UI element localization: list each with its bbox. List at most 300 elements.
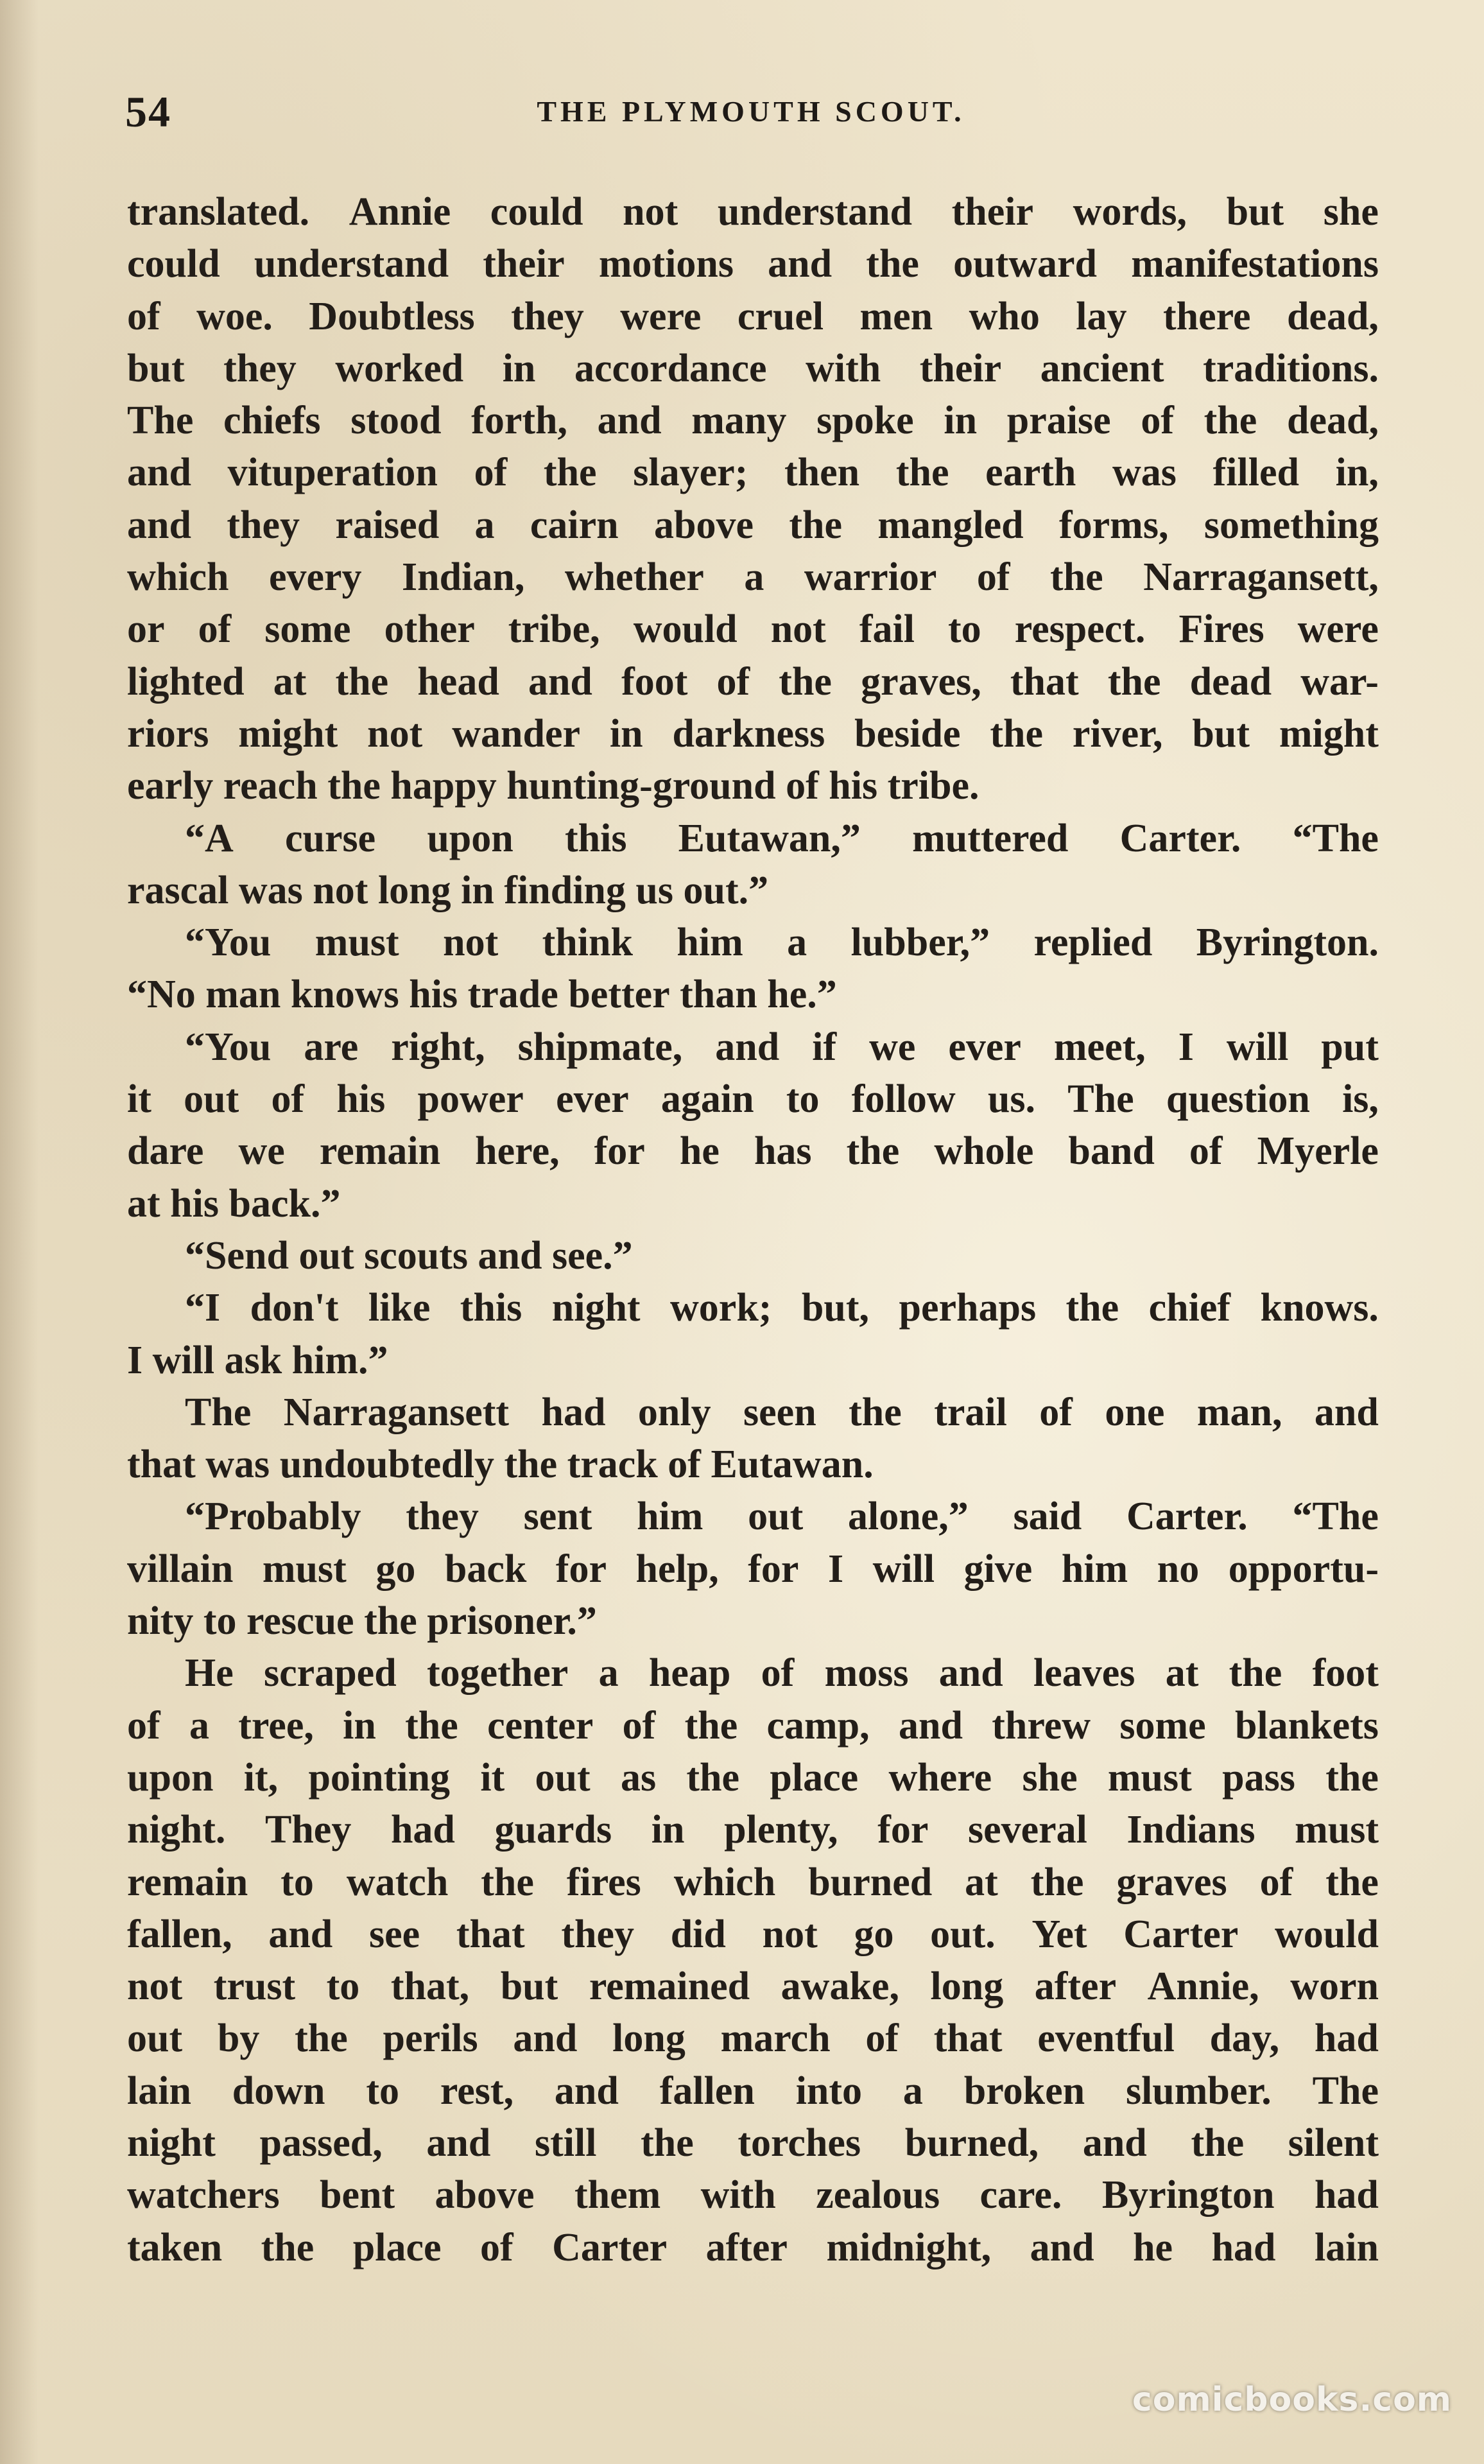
word: of <box>1259 1860 1293 1904</box>
word: torches <box>738 2121 861 2165</box>
word: back <box>444 1547 527 1591</box>
word: the <box>684 1703 738 1748</box>
word: of <box>976 555 1010 600</box>
text-line <box>127 1909 1379 1961</box>
word: center <box>487 1703 594 1748</box>
word: after <box>1034 1965 1117 2009</box>
word: the <box>405 1703 458 1748</box>
word: lain <box>1315 2225 1379 2269</box>
word: and <box>127 451 191 495</box>
word: Myerle <box>1257 1129 1379 1174</box>
word: scouts <box>364 1233 469 1278</box>
word: burned, <box>904 2121 1039 2165</box>
word: the <box>641 2121 694 2165</box>
word: had <box>1314 2017 1379 2061</box>
word: he <box>679 1129 720 1174</box>
word: heap <box>648 1651 731 1696</box>
word: a <box>787 921 807 965</box>
word: “You <box>185 1025 272 1069</box>
word: camp, <box>766 1703 870 1748</box>
word: stood <box>350 399 442 443</box>
word: of <box>127 1703 160 1748</box>
word: other <box>384 607 475 652</box>
word: he <box>1133 2225 1173 2269</box>
word: their <box>919 346 1002 390</box>
word: undoubtedly <box>279 1443 494 1487</box>
word: were <box>1297 607 1379 652</box>
word: in <box>461 868 494 912</box>
word: trail <box>934 1390 1007 1434</box>
word: the <box>895 451 949 495</box>
word: watch <box>346 1860 449 1904</box>
word: watchers <box>127 2173 280 2217</box>
word: might <box>1279 711 1379 756</box>
word: care. <box>979 2173 1062 2217</box>
word: go <box>854 1912 894 1956</box>
word: fires <box>566 1860 641 1904</box>
word: question <box>1166 1077 1310 1122</box>
word: not <box>443 921 499 965</box>
word: and <box>898 1703 963 1748</box>
word: that <box>1010 659 1079 704</box>
word: darkness <box>672 711 825 756</box>
word: Byrington. <box>1196 921 1379 965</box>
word: and <box>715 1025 780 1069</box>
text-line <box>127 1439 1379 1491</box>
word: lighted <box>127 659 245 704</box>
word: would <box>1274 1912 1379 1956</box>
word: who <box>969 294 1040 338</box>
word: chiefs <box>223 399 321 443</box>
word: river, <box>1072 711 1163 756</box>
word: must <box>1295 1808 1379 1852</box>
word: still <box>534 2121 597 2165</box>
word: together <box>426 1651 569 1696</box>
word: the <box>481 1860 534 1904</box>
word: might <box>238 711 338 756</box>
word: bent <box>320 2173 395 2217</box>
word: him <box>677 921 743 965</box>
word: they <box>561 1912 634 1956</box>
word: not <box>770 607 826 652</box>
word: put <box>1321 1025 1379 1069</box>
word: understand <box>717 190 913 234</box>
word: filled <box>1212 451 1299 495</box>
word: vituperation <box>227 451 438 495</box>
word: slayer; <box>633 451 748 495</box>
word: which <box>673 1860 776 1904</box>
word: his <box>409 973 458 1017</box>
word: silent <box>1288 2121 1379 2165</box>
word: his <box>336 1077 386 1122</box>
word: and <box>1030 2225 1094 2269</box>
word: riors <box>127 711 209 756</box>
word: cruel <box>737 294 824 338</box>
word: for <box>748 1547 799 1591</box>
word: they <box>406 1495 479 1539</box>
text-line <box>127 1804 1379 1856</box>
word: Indians <box>1126 1808 1255 1852</box>
word: They <box>264 1808 352 1852</box>
word: the <box>364 1599 417 1644</box>
word: the <box>686 1755 740 1800</box>
word: accordance <box>574 346 767 390</box>
text-line <box>127 238 1379 290</box>
text-line <box>127 343 1379 395</box>
word: the <box>1030 1860 1084 1904</box>
word: had <box>1314 2173 1379 2217</box>
word: nity <box>127 1599 194 1644</box>
word: track <box>567 1443 658 1487</box>
word: it <box>480 1755 505 1800</box>
word: whether <box>564 555 704 600</box>
word: of <box>786 764 819 808</box>
word: warrior <box>804 555 937 600</box>
word: rescue <box>246 1599 354 1644</box>
word: tribe. <box>887 764 979 808</box>
word: was <box>238 868 303 912</box>
word: out <box>748 1495 804 1539</box>
word: are <box>304 1025 359 1069</box>
word: Annie <box>349 190 451 234</box>
word: and <box>528 659 592 704</box>
word: here, <box>475 1129 560 1174</box>
text-line <box>127 2169 1379 2221</box>
word: reach <box>223 764 318 808</box>
word: knows <box>290 973 399 1017</box>
word: perhaps <box>899 1286 1037 1330</box>
word: rascal <box>127 868 229 912</box>
word: chief <box>1148 1286 1231 1330</box>
word: in <box>343 1703 376 1748</box>
word: forth, <box>471 399 567 443</box>
word: sent <box>523 1495 592 1539</box>
text-line <box>127 603 1379 655</box>
word: translated. <box>127 190 310 234</box>
word: and <box>513 2017 578 2061</box>
word: this <box>460 1286 522 1330</box>
word: fail <box>859 607 915 652</box>
word: plenty, <box>724 1808 838 1852</box>
word: “No <box>127 973 196 1017</box>
text-line <box>127 2117 1379 2169</box>
word: and <box>768 242 833 286</box>
word: it <box>127 1077 151 1122</box>
word: Narragansett <box>283 1390 510 1434</box>
word: pointing <box>308 1755 450 1800</box>
word: his <box>829 764 878 808</box>
word: and <box>268 1912 333 1956</box>
word: give <box>963 1547 1033 1591</box>
word: they <box>227 503 300 547</box>
word: they <box>223 346 297 390</box>
word: to <box>326 1965 360 2009</box>
word: and <box>938 1651 1003 1696</box>
word: but <box>500 1965 558 2009</box>
word: curse <box>284 816 376 860</box>
word: if <box>812 1025 837 1069</box>
text-line <box>127 2013 1379 2065</box>
word: ever <box>556 1077 629 1122</box>
word: and <box>1082 2121 1147 2165</box>
word: midnight, <box>826 2225 992 2269</box>
word: Carter <box>1123 1912 1239 1956</box>
word: night <box>551 1286 641 1330</box>
word: at <box>1165 1651 1199 1696</box>
body-text <box>127 186 1379 2274</box>
word: in <box>651 1808 685 1852</box>
word: forms, <box>1059 503 1169 547</box>
text-line <box>127 447 1379 499</box>
word: Carter <box>552 2225 668 2269</box>
word: of <box>1141 399 1174 443</box>
word: awake, <box>781 1965 899 2009</box>
word: power <box>417 1077 524 1122</box>
word: of <box>716 659 750 704</box>
text-line <box>127 917 1379 969</box>
word: into <box>795 2069 863 2113</box>
text-line <box>127 708 1379 760</box>
word: could <box>490 190 583 234</box>
word: the <box>990 711 1044 756</box>
word: the <box>1066 1286 1119 1330</box>
word: would <box>633 607 738 652</box>
word: prisoner.” <box>427 1599 597 1644</box>
word: pass <box>1222 1755 1295 1800</box>
word: the <box>846 1129 900 1174</box>
word: upon <box>127 1755 214 1800</box>
word: we <box>238 1129 285 1174</box>
word: shipmate, <box>517 1025 683 1069</box>
word: The <box>127 399 194 443</box>
text-line <box>127 1387 1379 1439</box>
word: cairn <box>530 503 619 547</box>
word: happy <box>390 764 497 808</box>
word: Yet <box>1031 1912 1087 1956</box>
word: go <box>375 1547 416 1591</box>
word: dead <box>1189 659 1272 704</box>
word: his <box>170 1181 219 1226</box>
word: ever <box>948 1025 1021 1069</box>
word: follow <box>851 1077 956 1122</box>
word: “A <box>185 816 234 860</box>
word: had <box>1211 2225 1276 2269</box>
word: place <box>352 2225 442 2269</box>
word: did <box>670 1912 726 1956</box>
word: she <box>1022 1755 1078 1800</box>
word: worn <box>1290 1965 1379 2009</box>
word: and <box>597 399 662 443</box>
word: trust <box>213 1965 296 2009</box>
word: earth <box>985 451 1076 495</box>
word: trade <box>467 973 558 1017</box>
word: foot <box>621 659 688 704</box>
word: perils <box>383 2017 478 2061</box>
word: eventful <box>1037 2017 1175 2061</box>
word: him <box>637 1495 703 1539</box>
word: ask <box>224 1338 282 1382</box>
page-header <box>125 87 1377 138</box>
word: leaves <box>1033 1651 1135 1696</box>
word: understand <box>254 242 449 286</box>
word: out <box>127 2017 183 2061</box>
word: scraped <box>264 1651 397 1696</box>
word: in <box>944 399 978 443</box>
word: not <box>313 868 368 912</box>
word: the <box>335 659 389 704</box>
word: finding <box>504 868 626 912</box>
word: us <box>635 868 674 912</box>
word: but <box>1192 711 1250 756</box>
word: tree, <box>238 1703 314 1748</box>
word: outward <box>953 242 1098 286</box>
word: Carter. <box>1119 816 1241 860</box>
word: to <box>280 1860 314 1904</box>
word: must <box>315 921 399 965</box>
word: “The <box>1292 1495 1379 1539</box>
word: head <box>417 659 499 704</box>
word: the <box>849 1390 902 1434</box>
word: it, <box>243 1755 279 1800</box>
word: the <box>1325 1860 1379 1904</box>
word: he.” <box>767 973 837 1017</box>
word: night. <box>127 1808 226 1852</box>
word: the <box>1204 399 1257 443</box>
word: march <box>720 2017 831 2061</box>
word: muttered <box>912 816 1069 860</box>
word: a <box>189 1703 209 1748</box>
word: that <box>456 1912 525 1956</box>
word: knows. <box>1260 1286 1379 1330</box>
word: by <box>217 2017 260 2061</box>
text-line <box>127 395 1379 447</box>
word: remained <box>589 1965 750 2009</box>
text-line <box>127 1335 1379 1387</box>
word: which <box>127 555 229 600</box>
word: not <box>127 1965 183 2009</box>
text-line <box>127 1491 1379 1543</box>
word: will <box>872 1547 935 1591</box>
word: several <box>967 1808 1087 1852</box>
word: above <box>653 503 754 547</box>
word: but, <box>801 1286 870 1330</box>
word: some <box>264 607 351 652</box>
word: had <box>390 1808 455 1852</box>
word: Doubtless <box>309 294 475 338</box>
text-line <box>127 865 1379 917</box>
word: not <box>623 190 678 234</box>
word: beside <box>854 711 961 756</box>
word: for <box>594 1129 645 1174</box>
word: will <box>1226 1025 1289 1069</box>
text-line <box>127 1021 1379 1073</box>
word: that <box>127 1443 196 1487</box>
text-line <box>127 1125 1379 1177</box>
word: with <box>806 346 881 390</box>
word: said <box>1013 1495 1082 1539</box>
text-line <box>127 1073 1379 1125</box>
word: down <box>232 2069 325 2113</box>
word: or <box>127 607 165 652</box>
text-line <box>127 1595 1379 1647</box>
word: again <box>660 1077 754 1122</box>
word: Carter. <box>1126 1495 1248 1539</box>
word: long <box>930 1965 1004 2009</box>
word: and <box>426 2121 491 2165</box>
word: seen <box>743 1390 816 1434</box>
word: must <box>1107 1755 1192 1800</box>
word: mangled <box>877 503 1024 547</box>
word: passed, <box>259 2121 383 2165</box>
word: alone,” <box>848 1495 969 1539</box>
word: but <box>1226 190 1284 234</box>
word: above <box>435 2173 535 2217</box>
word: He <box>185 1651 234 1696</box>
word: one <box>1105 1390 1165 1434</box>
text-line <box>127 1857 1379 1909</box>
word: the <box>504 1443 558 1487</box>
text-line <box>127 1752 1379 1804</box>
word: the <box>1191 2121 1245 2165</box>
text-line <box>127 1178 1379 1230</box>
word: remain <box>127 1860 248 1904</box>
word: like <box>368 1286 431 1330</box>
word: the <box>1107 659 1161 704</box>
word: she <box>1323 190 1379 234</box>
word: not <box>762 1912 818 1956</box>
word: Indian, <box>402 555 525 600</box>
word: them <box>574 2173 661 2217</box>
word: will <box>152 1338 215 1382</box>
word: work; <box>670 1286 772 1330</box>
text-line <box>127 813 1379 865</box>
word: rest, <box>440 2069 514 2113</box>
word: of <box>761 1651 795 1696</box>
word: has <box>754 1129 812 1174</box>
text-line <box>127 551 1379 603</box>
word: foot <box>1312 1651 1379 1696</box>
word: long <box>612 2017 686 2061</box>
word: wander <box>452 711 580 756</box>
word: praise <box>1006 399 1111 443</box>
word: after <box>705 2225 788 2269</box>
word: was <box>1112 451 1177 495</box>
word: of <box>198 607 232 652</box>
word: lay <box>1076 294 1127 338</box>
word: is, <box>1342 1077 1379 1122</box>
word: to <box>366 2069 400 2113</box>
word: Annie, <box>1147 1965 1259 2009</box>
word: their <box>483 242 565 286</box>
word: the <box>1229 1651 1282 1696</box>
word: to <box>948 607 981 652</box>
word: Narragansett, <box>1143 555 1379 600</box>
word: man <box>205 973 281 1017</box>
word: The <box>1067 1077 1134 1122</box>
word: that <box>933 2017 1003 2061</box>
word: must <box>262 1547 347 1591</box>
word: and <box>478 1233 542 1278</box>
word: Byrington <box>1101 2173 1275 2217</box>
text-line <box>127 499 1379 551</box>
word: the <box>295 2017 348 2061</box>
word: men <box>859 294 933 338</box>
word: the <box>327 764 381 808</box>
word: hunting-ground <box>506 764 776 808</box>
text-line <box>127 291 1379 343</box>
word: band <box>1068 1129 1155 1174</box>
word: dead, <box>1286 399 1379 443</box>
